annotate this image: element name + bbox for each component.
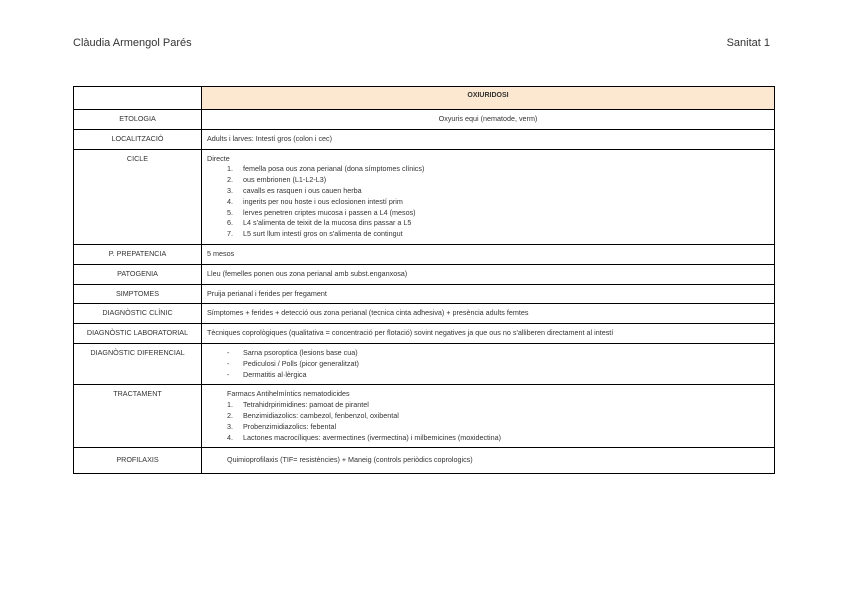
row-value-localitzacio: Adults i larves: Intestí gros (colon i cec): [202, 129, 775, 149]
table-row: [74, 385, 775, 448]
list-item: 4. ingerits per nou hoste i ous eclosionen intestí prim: [227, 196, 403, 206]
author-name: Clàudia Armengol Parés: [73, 37, 192, 49]
cicle-list: [207, 164, 769, 240]
row-value-patogenia: Lleu (femelles ponen ous zona perianal amb subst.enganxosa): [202, 264, 775, 284]
table-row: [74, 448, 775, 474]
list-item: - Pediculosi / Polls (picor generalitzat): [207, 359, 769, 370]
row-value-prepatencia: 5 mesos: [202, 244, 775, 264]
row-label-tractament: TRACTAMENT: [74, 385, 202, 448]
row-label-simptomes: SIMPTOMES: [74, 284, 202, 304]
table-row: [74, 129, 775, 149]
tractament-list: [207, 400, 769, 443]
row-value-cicle: [202, 149, 775, 244]
table-row: [74, 264, 775, 284]
row-label-cicle: CICLE: [74, 149, 202, 244]
row-label-profilaxis: PROFILAXIS: [74, 448, 202, 474]
row-value-diag-lab: Tècniques coprològiques (qualitativa = concentració per flotació) sovint negatives ja que ous no s'alliberen directament al intestí: [202, 324, 775, 344]
course-name: Sanitat 1: [726, 37, 770, 49]
list-item: 2. Benzimidiazolics: cambezol, fenbenzol, oxibental: [227, 410, 399, 420]
table-row: [74, 110, 775, 130]
list-item: 3. Probenzimidiazolics: febental: [227, 421, 337, 431]
diag-dif-list: [207, 348, 769, 380]
disease-title: OXIURIDOSI: [202, 87, 775, 110]
row-value-profilaxis: Quimioprofilaxis (TIF= resistències) + Maneig (controls periòdics coprologics): [202, 448, 775, 474]
list-item: - Sarna psoroptica (lesions base cua): [207, 348, 769, 359]
list-item: 7. L5 surt llum intestí gros on s'alimenta de contingut: [227, 229, 403, 239]
row-label-localitzacio: LOCALITZACIÓ: [74, 129, 202, 149]
list-item: 1. Tetrahidrpirimidines: pamoat de pirantel: [227, 400, 369, 410]
table-row: [74, 304, 775, 324]
row-value-tractament: [202, 385, 775, 448]
row-value-simptomes: Pruija perianal i ferides per fregament: [202, 284, 775, 304]
row-value-etiologia: Oxyuris equi (nematode, verm): [202, 110, 775, 130]
row-label-diag-dif: DIAGNÒSTIC DIFERENCIAL: [74, 343, 202, 384]
table-row: [74, 324, 775, 344]
list-item: 4. Lactones macrocíliques: avermectines (ivermectina) i milbemicines (moxidectina): [227, 432, 502, 442]
table-row: [74, 244, 775, 264]
list-item: 2. ous embrionen (L1-L2-L3): [227, 175, 327, 185]
row-value-diag-clinic: Símptomes + ferides + detecció ous zona perianal (tecnica cinta adhesiva) + presència adults femtes: [202, 304, 775, 324]
disease-table: [73, 86, 775, 474]
table-row: [74, 343, 775, 384]
row-label-diag-lab: DIAGNÒSTIC LABORATORIAL: [74, 324, 202, 344]
row-label-patogenia: PATOGENIA: [74, 264, 202, 284]
list-item: - Dermatitis al·lèrgica: [207, 370, 769, 381]
row-label-diag-clinic: DIAGNÒSTIC CLÍNIC: [74, 304, 202, 324]
table-row: [74, 149, 775, 244]
list-item: 3. cavalls es rasquen i ous cauen herba: [227, 185, 362, 195]
row-label-prepatencia: P. PREPATENCIA: [74, 244, 202, 264]
row-value-diag-dif: [202, 343, 775, 384]
table-row: [74, 284, 775, 304]
cicle-intro: Directe: [207, 153, 230, 163]
list-item: 6. L4 s'alimenta de teixit de la mucosa dins passar a L5: [227, 218, 412, 228]
table-header-row: [74, 87, 775, 110]
tractament-intro: Farmacs Antihelmíntics nematodicides: [227, 389, 350, 399]
list-item: 1. femella posa ous zona perianal (dona símptomes clínics): [227, 164, 425, 174]
header-empty-cell: [74, 87, 202, 110]
list-item: 5. lerves penetren criptes mucosa i passen a L4 (mesos): [227, 207, 416, 217]
row-label-etiologia: ETOLOGIA: [74, 110, 202, 130]
